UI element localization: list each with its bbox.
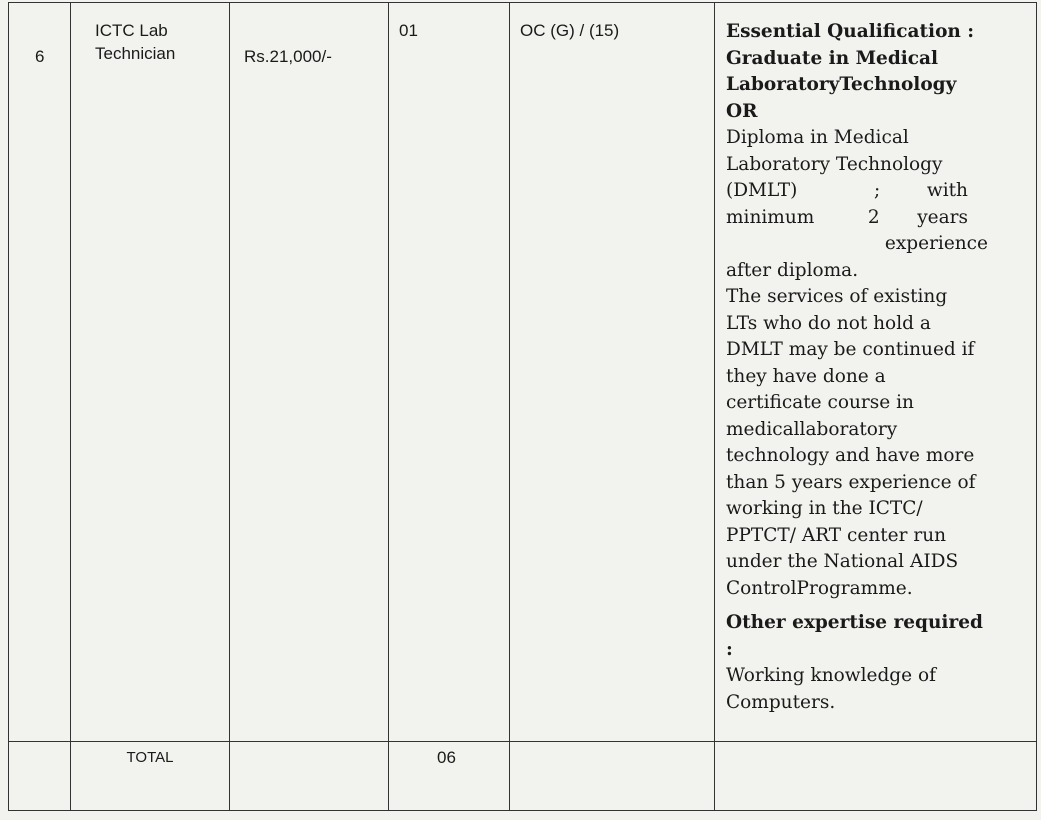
serial-number-cell	[9, 3, 71, 742]
category-value: OC (G) / (15)	[520, 21, 620, 40]
total-empty-cell	[9, 742, 71, 811]
qualification-line: Laboratory Technology	[726, 153, 943, 175]
recruitment-table	[8, 2, 1037, 811]
dmlt-right: with	[926, 180, 968, 201]
qualification-line: than 5 years experience of	[726, 471, 976, 493]
post-name-line-1: ICTC Lab	[95, 21, 168, 40]
post-name-line-2: Technician	[95, 44, 176, 63]
qualification-technology-line: LaboratoryTechnology	[726, 74, 957, 95]
qualification-line: certificate course in	[726, 392, 914, 413]
total-value-cell	[389, 742, 510, 811]
qualification-experience: experience	[884, 233, 988, 254]
dmlt-mid: ;	[873, 180, 881, 201]
qualification-line: PPTCT/ ART center run	[726, 524, 947, 546]
other-expertise-line: Computers.	[726, 691, 836, 713]
qualification-line: DMLT may be continued if	[726, 339, 975, 360]
qualification-dmlt-line	[726, 178, 988, 205]
vacancies-count: 01	[399, 21, 418, 40]
category-cell	[510, 3, 715, 742]
pay-cell	[230, 3, 389, 742]
qualification-line: LTs who do not hold a	[726, 312, 931, 334]
total-empty-cell	[510, 742, 715, 811]
qualification-graduate-line: Graduate in Medical	[726, 47, 939, 69]
minimum-left: minimum	[726, 206, 815, 228]
qualification-line: technology and have more	[726, 445, 975, 466]
qualification-cell	[715, 3, 1037, 742]
qualification-line: ControlProgramme.	[726, 577, 913, 599]
other-expertise-line: Working knowledge of	[726, 665, 936, 686]
qualification-line: after diploma.	[726, 259, 859, 281]
vacancies-cell	[389, 3, 510, 742]
total-empty-cell	[230, 742, 389, 811]
total-empty-cell	[715, 742, 1037, 811]
serial-number: 6	[35, 47, 45, 66]
dmlt-left: (DMLT)	[726, 180, 798, 201]
qualification-or: OR	[726, 100, 758, 122]
other-expertise-colon: :	[726, 638, 733, 660]
qualification-line: medicallaboratory	[726, 418, 898, 440]
essential-qualification-heading: Essential Qualification :	[726, 21, 975, 42]
table-row	[9, 3, 1037, 742]
total-label-cell	[71, 742, 230, 811]
qualification-line: The services of existing	[726, 286, 948, 307]
minimum-right: years	[917, 206, 968, 228]
post-name-cell	[71, 3, 230, 742]
qualification-minimum-line	[726, 205, 988, 232]
other-expertise-heading: Other expertise required	[726, 612, 983, 633]
minimum-mid: 2	[867, 206, 880, 228]
qualification-line: under the National AIDS	[726, 551, 959, 572]
total-value: 06	[437, 748, 456, 767]
qualification-line: working in the ICTC/	[726, 498, 923, 519]
pay-amount: Rs.21,000/-	[244, 47, 332, 66]
total-label: TOTAL	[126, 749, 174, 766]
qualification-line: Diploma in Medical	[726, 127, 909, 148]
qualification-line: they have done a	[726, 365, 886, 387]
total-row	[9, 742, 1037, 811]
